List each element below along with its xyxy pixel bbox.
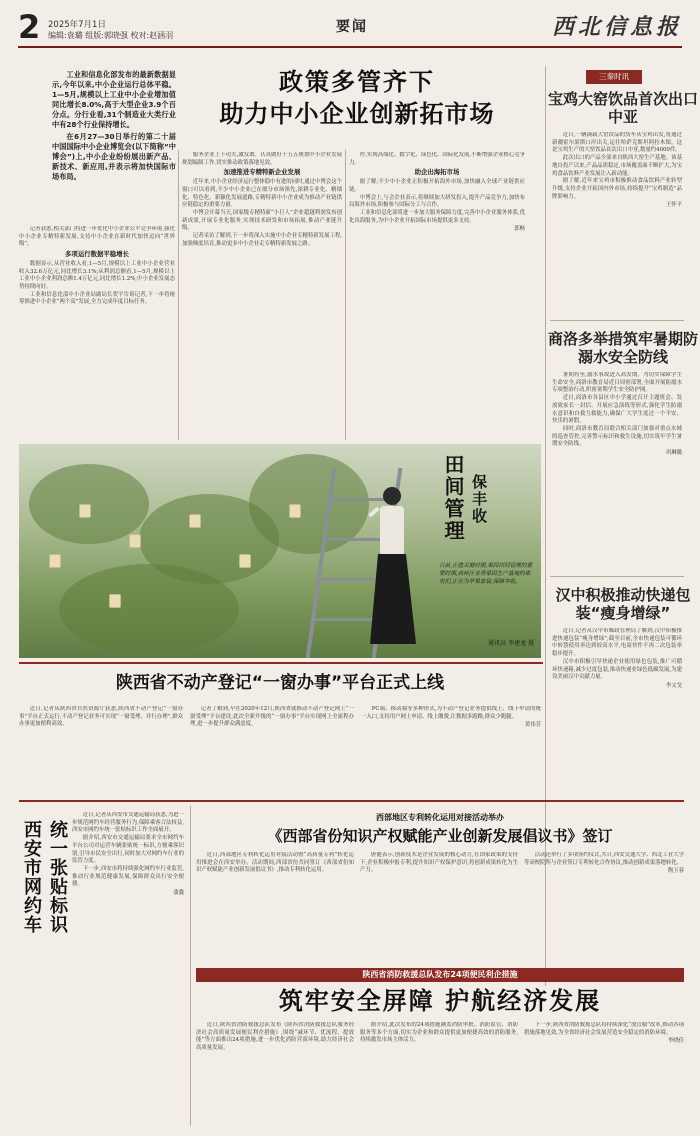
headline-line-2: 助力中小企业创新拓市场 xyxy=(219,100,495,128)
byline: 巩琳璐 xyxy=(665,450,682,457)
paragraph: 中博会开幕当天,国家级专精特新“小巨人”企业超越利润发布创新成果,开展专业化服务,实现技术研发和市场拓展,推动产业链升级。 xyxy=(182,209,342,232)
section-title: 要闻 xyxy=(336,19,368,35)
byline: 黄伟芳 xyxy=(524,722,541,729)
vertical-title-a: 统一张贴标识 xyxy=(47,820,68,934)
paragraph: 据了解,不少中小企业正积极开拓海外市场,加快融入全球产业链供应链。 xyxy=(349,179,525,193)
ip-story-col-1 xyxy=(196,852,354,962)
mid-story-col-2 xyxy=(190,706,354,762)
story-kicker: 西部地区专利转化运用对接活动举办 xyxy=(376,813,504,822)
story-title: 汉中积极推动快递包装“瘦身增绿” xyxy=(555,586,691,622)
byline: 郭畅 xyxy=(514,226,525,233)
paragraph: 记者获悉,相关部门将进一步优化中小企业公平竞争环境,强化中小企业专精特新发展,支持中小企业在新时代加快迈向“世界级”。 xyxy=(19,226,175,248)
paragraph: 记者了解到,早在2020年12月,陕西省就推动不动产登记网上“一窗受理”平台建设,此次全新升级的“一窗办事”平台实现网上全流程办理,进一步提升群众满意度。 xyxy=(190,706,354,728)
section-tab: 三秦时讯 xyxy=(586,70,642,84)
vertical-title-b: 西安市网约车 xyxy=(21,820,42,934)
paragraph: 近日,商洛市各县区中小学通过召开主题班会、发放致家长一封信、开展应急演练等形式,强化学生防溺水意识和自救互救能力,确保广大学生度过一个平安、快乐的暑假。 xyxy=(552,395,682,425)
subheading: 加速推进专精特新企业发展 xyxy=(223,168,301,177)
story-divider xyxy=(550,576,684,577)
paragraph: 暑期将至,溺水事故进入高发期。为切实保障学生生命安全,商洛市教育局近日周密部署,全面开展防溺水专项整治行动,织密暑期学生安全防护网。 xyxy=(552,372,682,394)
paragraph: 下一步,西安市将持续强化网约车行业监管,推动行业规范健康发展,保障群众出行安全便捷。 xyxy=(72,865,184,888)
lead-paragraph: 在6月27—30日举行的第二十届中国国际中小企业博览会(以下简称“中博会”)上,中小企业纷纷展出新产品、新技术、新应用,并表示将加快国际市场布局。 xyxy=(52,132,176,181)
header-rule xyxy=(18,46,682,48)
main-column-1 xyxy=(19,226,175,438)
fruit-bag xyxy=(79,504,91,518)
editor-credits: 编辑:袁璐 组版:郭晓强 校对:赵涵羽 xyxy=(48,31,174,40)
mid-story-col-1 xyxy=(19,706,183,762)
subheading: 多项运行数据平稳增长 xyxy=(65,250,129,259)
fruit-bag xyxy=(189,514,201,528)
story-kicker-banner: 陕西省消防救援总队发布24项便民利企措施 xyxy=(196,968,684,982)
paragraph: 同时,商洛市教育局联合相关部门加强对重点水域的巡查管控,完善警示标识和救生设施,切实筑牢学生暑期安全防线。 xyxy=(552,425,682,448)
orchard-photo xyxy=(19,444,541,658)
right-story-2 xyxy=(552,372,682,568)
paragraph: 活动还举行了多项签约仪式,共计,西安交通大学、西北工业大学等高校院所与企业签订专利转化合作协议,推动创新成果落地转化。 xyxy=(524,852,684,866)
paragraph: 据介绍,此次发布的24项措施涵盖消防审批、消防监管、消防服务等多个方面,切实为企业和群众提供更加便捷高效的消防服务,持续激发市场主体活力。 xyxy=(360,1022,518,1044)
photo-title: 田间管理 xyxy=(441,454,465,542)
foliage xyxy=(59,564,239,654)
paragraph: 工业和信息化部将进一步加大服务保障力度,完善中小企业服务体系,优化出海服务,为中小企业开拓国际市场提供更多支持。 xyxy=(349,209,525,224)
story-title: 筑牢安全屏障 护航经济发展 xyxy=(278,986,602,1015)
paragraph: 近年来,中小企业经济运行整体稳中有进的同时,通过中博会这个窗口可以看到,不少中小企业已在细分市场领先,深耕专业化、精细化、特色化、新颖化发展道路,专精特新中小企业成为推动产业链供应链稳定的重要力量。 xyxy=(182,179,342,209)
byline: 蒲鑫 xyxy=(173,890,184,897)
paragraph: 汉中市积极引导快递企业使用绿色包装,推广可循环快递箱,减少过度包装,推动快递业绿色低碳发展,为建设美丽汉中贡献力量。 xyxy=(552,658,682,681)
paragraph: 据了解,近年来宝鸡市积极推动食品饮料产业转型升级,支持企业开拓国内外市场,持续提升“宝鸡制造”品牌影响力。 xyxy=(552,178,682,200)
paragraph: 中博会上,与会企业表示,将继续加大研发投入,提升产品竞争力,加快布局海外市场,积极参与国际分工与合作。 xyxy=(349,194,525,209)
column-divider xyxy=(178,150,179,440)
section-rule xyxy=(19,800,684,802)
story-title: 宝鸡大窑饮品首次出口中亚 xyxy=(548,90,699,126)
paragraph: 近日,记者从汉中市邮政管理局了解到,汉中积极推进快递包装“瘦身增绿”,截至目前,全市快递包装可循环中转袋使用率达到较高水平,电商快件不再二次包装率稳步提升。 xyxy=(552,628,682,658)
right-story-3 xyxy=(552,628,682,814)
column-divider xyxy=(190,806,191,1126)
lead-summary xyxy=(52,70,176,184)
farmer-figure xyxy=(364,484,420,654)
byline: 陶玉蓉 xyxy=(667,868,684,875)
story-title: 陕西省不动产登记“一窗办事”平台正式上线 xyxy=(115,673,445,693)
byline: 李晓佳 xyxy=(667,1038,684,1045)
column-divider xyxy=(345,150,346,440)
paragraph: 近日,记者从西安市交通运输局获悉,为进一步规范网约车经营服务行为,保障乘客合法权益,西安市网约车统一张贴标识工作全面展开。 xyxy=(72,812,184,834)
paragraph: 近日,陕西省消防救援总队发布《陕西省消防救援总队服务经济社会高质量发展便民利企措施》,围绕“减环节、优流程、提效能”等方面推出24项措施,进一步优化消防营商环境,助力经济社会高质量发展。 xyxy=(196,1022,354,1052)
right-column-divider xyxy=(545,66,546,986)
page-number: 2 xyxy=(18,8,41,46)
mid-story-col-3 xyxy=(361,706,541,762)
right-story-1 xyxy=(552,132,682,312)
main-column-2 xyxy=(182,152,342,438)
byline: 李文戈 xyxy=(665,682,682,689)
main-column-3 xyxy=(349,152,525,438)
paragraph: 下一步,陕西省消防救援总队将持续深化“放管服”改革,推动各项措施落地见效,为全省经济社会发展营造安全稳定的消防环境。 xyxy=(524,1022,684,1036)
subheading: 助企出海拓市场 xyxy=(414,168,460,177)
paragraph: 数据显示,从营业收入看,1—5月,规模以上工业中小企业营业收入32.6万亿元,同比增长3.1%;从利润总额看,1—5月,规模以上工业中小企业利润总额1.4万亿元,同比增长1.2%,中小企业发展态势持续向好。 xyxy=(19,260,175,290)
lead-paragraph: 工业和信息化部发布的最新数据显示,今年以来,中小企业运行总体平稳。1—5月,规模以上工业中小企业增加值同比增长8.0%,高于大型企业3.9个百分点。分行业看,31个制造业大类行业中有28个行业保持增长。 xyxy=(52,70,176,129)
photo-subtitle: 保丰收 xyxy=(470,474,488,525)
paragraph: 近日,记者从陕西省自然资源厅获悉,陕西省不动产登记“一窗办事”平台正式运行,不动产登记业务可实现“一窗受理、并行办理”,群众办事更加便利高效。 xyxy=(19,706,183,728)
newspaper-logo: 西北信息报 xyxy=(551,14,682,40)
paragraph: 作,实现高端化、数字化、绿色化、国际化发展,不断增强企业核心竞争力。 xyxy=(349,152,525,166)
main-headline xyxy=(186,66,528,130)
byline: 王怀平 xyxy=(665,202,682,209)
fruit-bag xyxy=(109,594,121,608)
story-title: 商洛多举措筑牢暑期防溺水安全防线 xyxy=(548,330,699,366)
page-header xyxy=(18,10,682,60)
paragraph: 据介绍,西安市交通运输局要求全市网约车平台公司对运营车辆张贴统一标识,方便乘客识别,引导市民安全出行,同时加大对网约车行业的监管力度。 xyxy=(72,835,184,865)
paragraph: 此次出口的产品全部来自陕西大窑生产基地。该基地自投产以来,产品品质稳定,市场覆盖面不断扩大,为宝鸡食品饮料产业发展注入新动能。 xyxy=(552,155,682,177)
fire-story-col-3 xyxy=(524,1022,684,1124)
vertical-story-text xyxy=(72,812,184,1124)
story-title: 《西部省份知识产权赋能产业创新发展倡议书》签订 xyxy=(267,827,613,845)
photo-caption: 日前,正值关键时期,果园田间管理的重要时期,商州区金秀果园生产基地的果农们,正在为苹果套袋,保障丰收。 xyxy=(439,563,533,585)
fire-story-col-1 xyxy=(196,1022,354,1124)
story-divider xyxy=(550,320,684,321)
paragraph: 服务企业上下功夫,激发敢、认真做好十五五规划中小企业发展规划编制工作,切实推动政策落地见效。 xyxy=(182,152,342,166)
issue-date: 2025年7月1日 xyxy=(48,20,106,30)
paragraph: 记者采访了解到,下一步将深入实施中小企业专精特新发展工程,加强梯度培育,推动更多中小企业走专精特新发展之路。 xyxy=(182,233,342,247)
ip-story-col-2 xyxy=(360,852,518,962)
fruit-bag xyxy=(129,534,141,548)
fruit-bag xyxy=(239,554,251,568)
fruit-bag xyxy=(49,554,61,568)
section-rule xyxy=(19,662,543,664)
paragraph: 唐健表示,创新技术是企业发展的核心动力,在国家政策的支持下,企业积极申报专利,提升知识产权保护意识,将创新成果转化为生产力。 xyxy=(360,852,518,874)
ip-story-col-3 xyxy=(524,852,684,962)
paragraph: 工业和信息化部中小企业局副局长贺宇告诉记者,下一步将统筹推进中小企业“两个高”发展,全力完成年度目标任务。 xyxy=(19,291,175,306)
photo-credit: 通讯员 李建龙 摄 xyxy=(488,640,534,647)
paragraph: 近日,一辆满载大窑饮品的货车从宝鸡出发,将通过新疆霍尔果斯口岸出关,运往哈萨克斯坦阿拉木图。这是宝鸡生产的大窑饮品首次出口中亚,数量约4000件。 xyxy=(552,132,682,154)
paragraph: PC端、移动端等多种形式,为不动产登记业务提供线上、线下申请的统一入口,支持用户网上申请、线上缴费,让数据多跑路,群众少跑腿。 xyxy=(361,706,541,720)
paragraph: 近日,西部地区专利转化运用对接活动暨“高质量专利”转化运用推进会在西安举办。活动期间,西部省份共同签订《西部省份知识产权赋能产业创新发展倡议书》,推动专利转化运用。 xyxy=(196,852,354,874)
headline-line-1: 政策多管齐下 xyxy=(279,68,435,96)
fire-story-col-2 xyxy=(360,1022,518,1124)
fruit-bag xyxy=(289,504,301,518)
